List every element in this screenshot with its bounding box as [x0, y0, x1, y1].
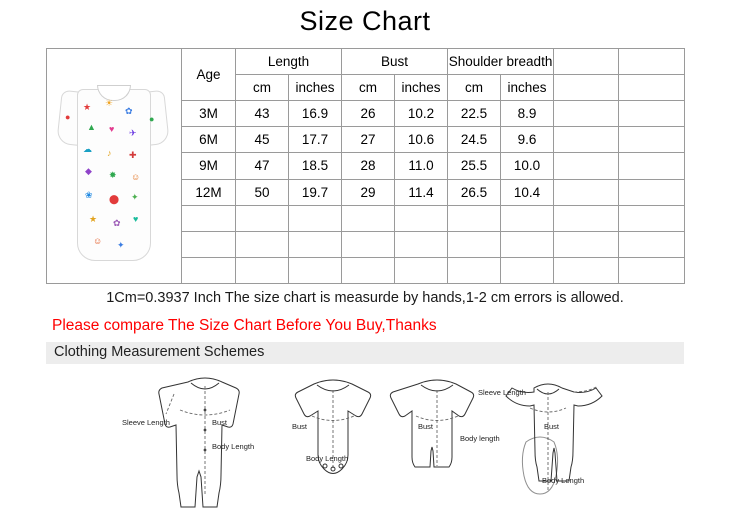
label-body-length-right: Body Length	[542, 476, 585, 485]
cell-age	[182, 231, 236, 257]
label-bust: Bust	[292, 422, 308, 431]
long-sleeve-romper-icon	[150, 370, 260, 510]
cell-bust-cm: 27	[342, 127, 395, 153]
cell-bust-inches: 11.0	[395, 153, 448, 179]
cell-length-inches	[289, 205, 342, 231]
cell-extra-1	[554, 153, 619, 179]
page-title: Size Chart	[299, 6, 431, 36]
cell-bust-inches	[395, 257, 448, 283]
cell-shoulder-cm: 26.5	[448, 179, 501, 205]
cell-bust-cm	[342, 205, 395, 231]
cell-shoulder-inches	[501, 231, 554, 257]
cell-age	[182, 257, 236, 283]
cell-length-cm	[236, 231, 289, 257]
cell-length-cm: 45	[236, 127, 289, 153]
cell-length-inches	[289, 231, 342, 257]
cell-shoulder-cm: 24.5	[448, 127, 501, 153]
header-length: Length	[236, 49, 342, 75]
cell-extra-1	[554, 231, 619, 257]
cell-extra-2	[619, 205, 685, 231]
label-sleeve-length: Sleeve Length	[478, 388, 526, 397]
cell-extra-1	[554, 257, 619, 283]
cell-bust-inches: 11.4	[395, 179, 448, 205]
cell-bust-cm: 26	[342, 101, 395, 127]
size-chart-table-wrapper	[46, 48, 684, 284]
unit-shoulder-inches: inches	[501, 75, 554, 101]
cell-bust-inches: 10.6	[395, 127, 448, 153]
cell-bust-inches: 10.2	[395, 101, 448, 127]
cell-extra-2	[619, 153, 685, 179]
unit-shoulder-cm: cm	[448, 75, 501, 101]
cell-shoulder-cm	[448, 231, 501, 257]
conversion-note: 1Cm=0.3937 Inch The size chart is measurde by hands,1-2 cm errors is allowed.	[106, 290, 624, 306]
table-header-group-row	[47, 49, 685, 75]
cell-length-inches: 18.5	[289, 153, 342, 179]
compare-warning-note: Please compare The Size Chart Before You Buy,Thanks	[52, 317, 437, 334]
label-bust: Bust	[212, 418, 228, 427]
cell-length-inches: 19.7	[289, 179, 342, 205]
cell-shoulder-inches	[501, 257, 554, 283]
cell-extra-1	[554, 179, 619, 205]
cell-bust-inches	[395, 231, 448, 257]
cell-bust-cm	[342, 257, 395, 283]
short-sleeve-bodysuit-icon	[278, 370, 388, 510]
schemes-heading-bar	[46, 342, 684, 364]
product-image-cell	[47, 49, 182, 284]
label-bust: Bust	[418, 422, 434, 431]
cell-bust-cm	[342, 231, 395, 257]
cell-shoulder-inches	[501, 205, 554, 231]
cell-length-cm: 47	[236, 153, 289, 179]
garment-diagram-romper-pair	[460, 370, 620, 510]
cell-extra-2	[619, 101, 685, 127]
label-bust: Bust	[544, 422, 560, 431]
cell-extra-1	[554, 205, 619, 231]
cell-shoulder-inches: 9.6	[501, 127, 554, 153]
cell-length-cm: 50	[236, 179, 289, 205]
cell-length-inches	[289, 257, 342, 283]
unit-bust-inches: inches	[395, 75, 448, 101]
cell-length-inches: 16.9	[289, 101, 342, 127]
cell-bust-cm: 28	[342, 153, 395, 179]
cell-bust-cm: 29	[342, 179, 395, 205]
cell-extra-2	[619, 179, 685, 205]
cell-bust-inches	[395, 205, 448, 231]
header-shoulder-breadth: Shoulder breadth	[448, 49, 554, 75]
unit-length-inches: inches	[289, 75, 342, 101]
cell-age: 9M	[182, 153, 236, 179]
cell-shoulder-inches: 10.4	[501, 179, 554, 205]
header-extra-1	[554, 49, 619, 75]
size-chart-table	[46, 48, 685, 284]
cell-extra-2	[619, 257, 685, 283]
cell-shoulder-inches: 10.0	[501, 153, 554, 179]
cell-shoulder-cm	[448, 257, 501, 283]
cell-extra-2	[619, 127, 685, 153]
cell-age: 3M	[182, 101, 236, 127]
cell-shoulder-cm: 25.5	[448, 153, 501, 179]
cell-length-cm: 43	[236, 101, 289, 127]
cell-extra-2	[619, 231, 685, 257]
garment-diagram-short-sleeve-bodysuit	[278, 370, 388, 510]
cell-length-inches: 17.7	[289, 127, 342, 153]
cell-length-cm	[236, 257, 289, 283]
measurement-schemes-area	[0, 364, 730, 516]
cell-shoulder-inches: 8.9	[501, 101, 554, 127]
cell-age: 12M	[182, 179, 236, 205]
cell-length-cm	[236, 205, 289, 231]
label-body-length: Body Length	[212, 442, 255, 451]
cell-extra-1	[554, 127, 619, 153]
label-body-length: Body Length	[306, 454, 349, 463]
cell-shoulder-cm	[448, 205, 501, 231]
label-body-length-left: Body length	[460, 434, 500, 443]
unit-extra-2	[619, 75, 685, 101]
cell-age	[182, 205, 236, 231]
header-age: Age	[182, 49, 236, 101]
cell-shoulder-cm: 22.5	[448, 101, 501, 127]
unit-extra-1	[554, 75, 619, 101]
schemes-heading: Clothing Measurement Schemes	[54, 344, 265, 360]
header-extra-2	[619, 49, 685, 75]
header-bust: Bust	[342, 49, 448, 75]
product-image: ★ ☀ ✿ ▲ ♥ ✈ ☁ ♪ ✚ ◆ ✸ ☺ ❀ ⬤ ✦ ★ ✿ ♥ ☺ ✦ ● ●	[47, 49, 180, 283]
unit-length-cm: cm	[236, 75, 289, 101]
cell-extra-1	[554, 101, 619, 127]
label-sleeve-length: Sleeve Length	[122, 418, 170, 427]
cell-age: 6M	[182, 127, 236, 153]
unit-bust-cm: cm	[342, 75, 395, 101]
garment-diagram-long-sleeve-romper	[122, 370, 260, 510]
